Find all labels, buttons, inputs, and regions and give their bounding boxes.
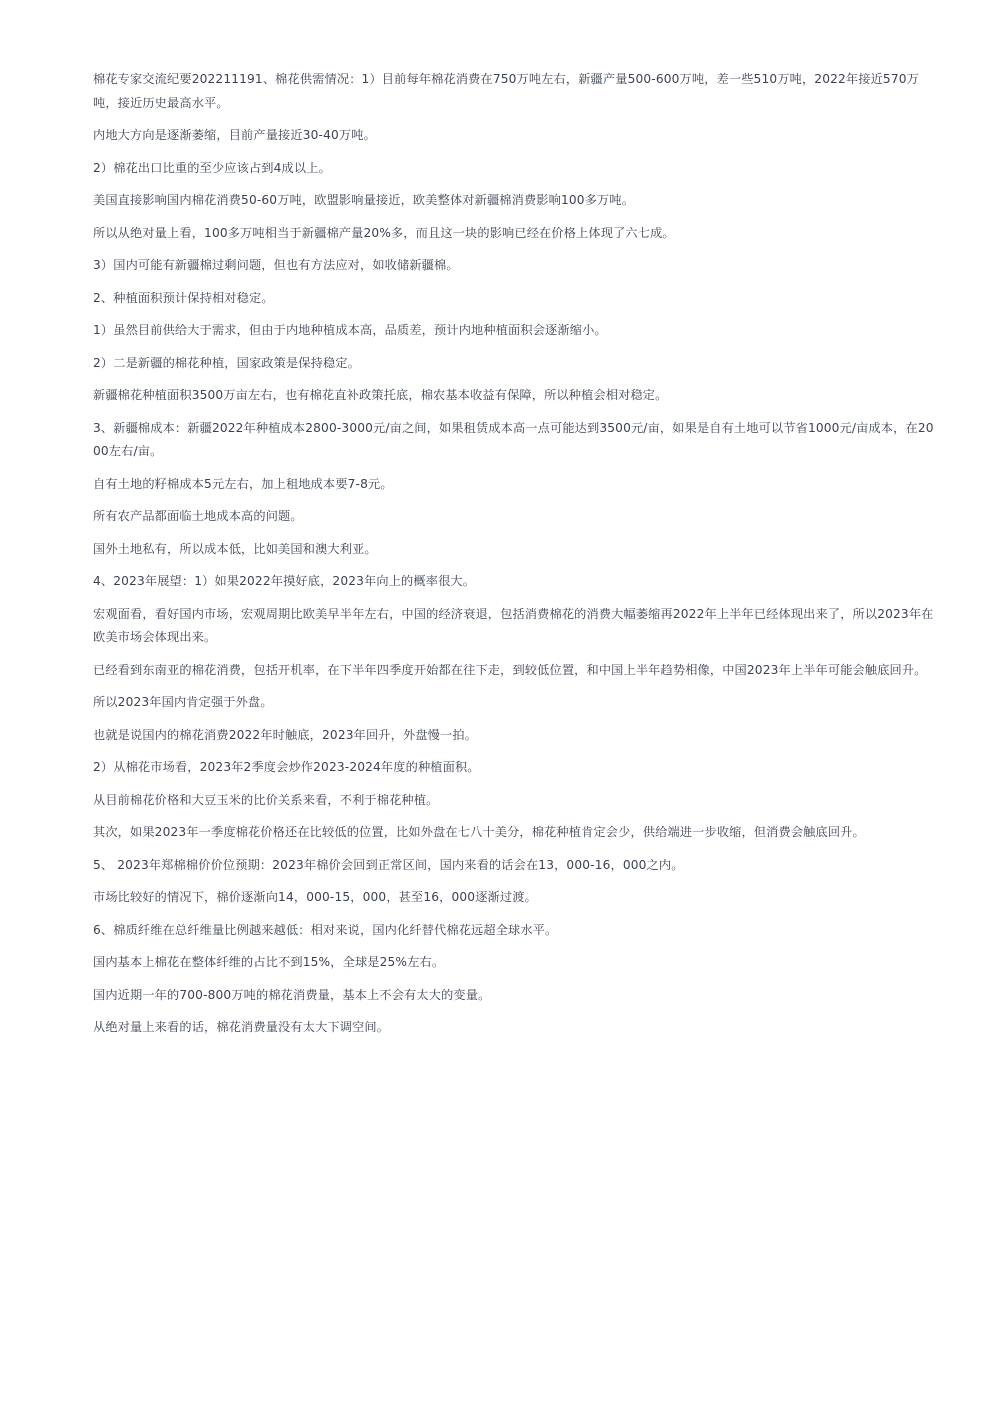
paragraph: 也就是说国内的棉花消费2022年时触底，2023年回升，外盘慢一拍。	[93, 727, 478, 742]
paragraph: 从目前棉花价格和大豆玉米的比价关系来看，不利于棉花种植。	[93, 792, 439, 807]
paragraph: 从绝对量上来看的话，棉花消费量没有太大下调空间。	[93, 1020, 390, 1034]
paragraph: 5、 2023年郑棉棉价价位预期：2023年棉价会回到正常区间，国内来看的话会在13，000-16，000之内。	[93, 857, 684, 872]
paragraph: 所有农产品都面临土地成本高的问题。	[93, 509, 303, 523]
paragraph: 棉花专家交流纪要202211191、棉花供需情况：1）目前每年棉花消费在750万吨左右，新疆产量500-600万吨，差一些510万吨，2022年接近570万吨，接近历史最高水平。	[93, 72, 919, 110]
paragraph: 其次，如果2023年一季度棉花价格还在比较低的位置，比如外盘在七八十美分，棉花种植肯定会少，供给端进一步收缩，但消费会触底回升。	[93, 825, 865, 839]
paragraph: 所以从绝对量上看，100多万吨相当于新疆棉产量20%多，而且这一块的影响已经在价格上体现了六七成。	[93, 225, 675, 240]
section-heading: 2、种植面积预计保持相对稳定。	[93, 290, 274, 305]
paragraph: 自有土地的籽棉成本5元左右，加上租地成本要7-8元。	[93, 476, 393, 491]
paragraph: 2）从棉花市场看，2023年2季度会炒作2023-2024年度的种植面积。	[93, 760, 480, 774]
paragraph: 新疆棉花种植面积3500万亩左右，也有棉花直补政策托底，棉农基本收益有保障，所以种植会相对稳定。	[93, 388, 668, 402]
paragraph: 市场比较好的情况下，棉价逐渐向14，000-15，000，甚至16，000逐渐过渡。	[93, 890, 537, 904]
paragraph: 宏观面看，看好国内市场，宏观周期比欧美早半年左右，中国的经济衰退，包括消费棉花的消费大幅萎缩再2022年上半年已经体现出来了，所以2023年在欧美市场会体现出来。	[93, 606, 934, 644]
paragraph: 国内基本上棉花在整体纤维的占比不到15%，全球是25%左右。	[93, 955, 445, 969]
document-body	[93, 68, 939, 1049]
paragraph: 国外土地私有，所以成本低，比如美国和澳大利亚。	[93, 541, 377, 556]
paragraph: 3、新疆棉成本：新疆2022年种植成本2800-3000元/亩之间，如果租赁成本高一点可能达到3500元/亩，如果是自有土地可以节省1000元/亩成本，在2000左右/亩。	[93, 420, 934, 458]
paragraph: 所以2023年国内肯定强于外盘。	[93, 695, 273, 709]
paragraph: 国内近期一年的700-800万吨的棉花消费量，基本上不会有太大的变量。	[93, 987, 491, 1002]
paragraph: 3）国内可能有新疆棉过剩问题，但也有方法应对，如收储新疆棉。	[93, 258, 459, 272]
paragraph: 2）二是新疆的棉花种植，国家政策是保持稳定。	[93, 355, 360, 370]
paragraph: 6、棉质纤维在总纤维量比例越来越低：相对来说，国内化纤替代棉花远超全球水平。	[93, 922, 558, 937]
paragraph: 1）虽然目前供给大于需求，但由于内地种植成本高，品质差，预计内地种植面积会逐渐缩小。	[93, 323, 607, 337]
paragraph: 美国直接影响国内棉花消费50-60万吨，欧盟影响量接近，欧美整体对新疆棉消费影响100多万吨。	[93, 193, 635, 207]
paragraph: 内地大方向是逐渐萎缩，目前产量接近30-40万吨。	[93, 128, 376, 142]
paragraph: 已经看到东南亚的棉花消费，包括开机率，在下半年四季度开始都在往下走，到较低位置，和中国上半年趋势相像，中国2023年上半年可能会触底回升。	[93, 662, 927, 677]
paragraph: 2）棉花出口比重的至少应该占到4成以上。	[93, 160, 331, 175]
paragraph: 4、2023年展望：1）如果2022年摸好底，2023年向上的概率很大。	[93, 574, 476, 588]
